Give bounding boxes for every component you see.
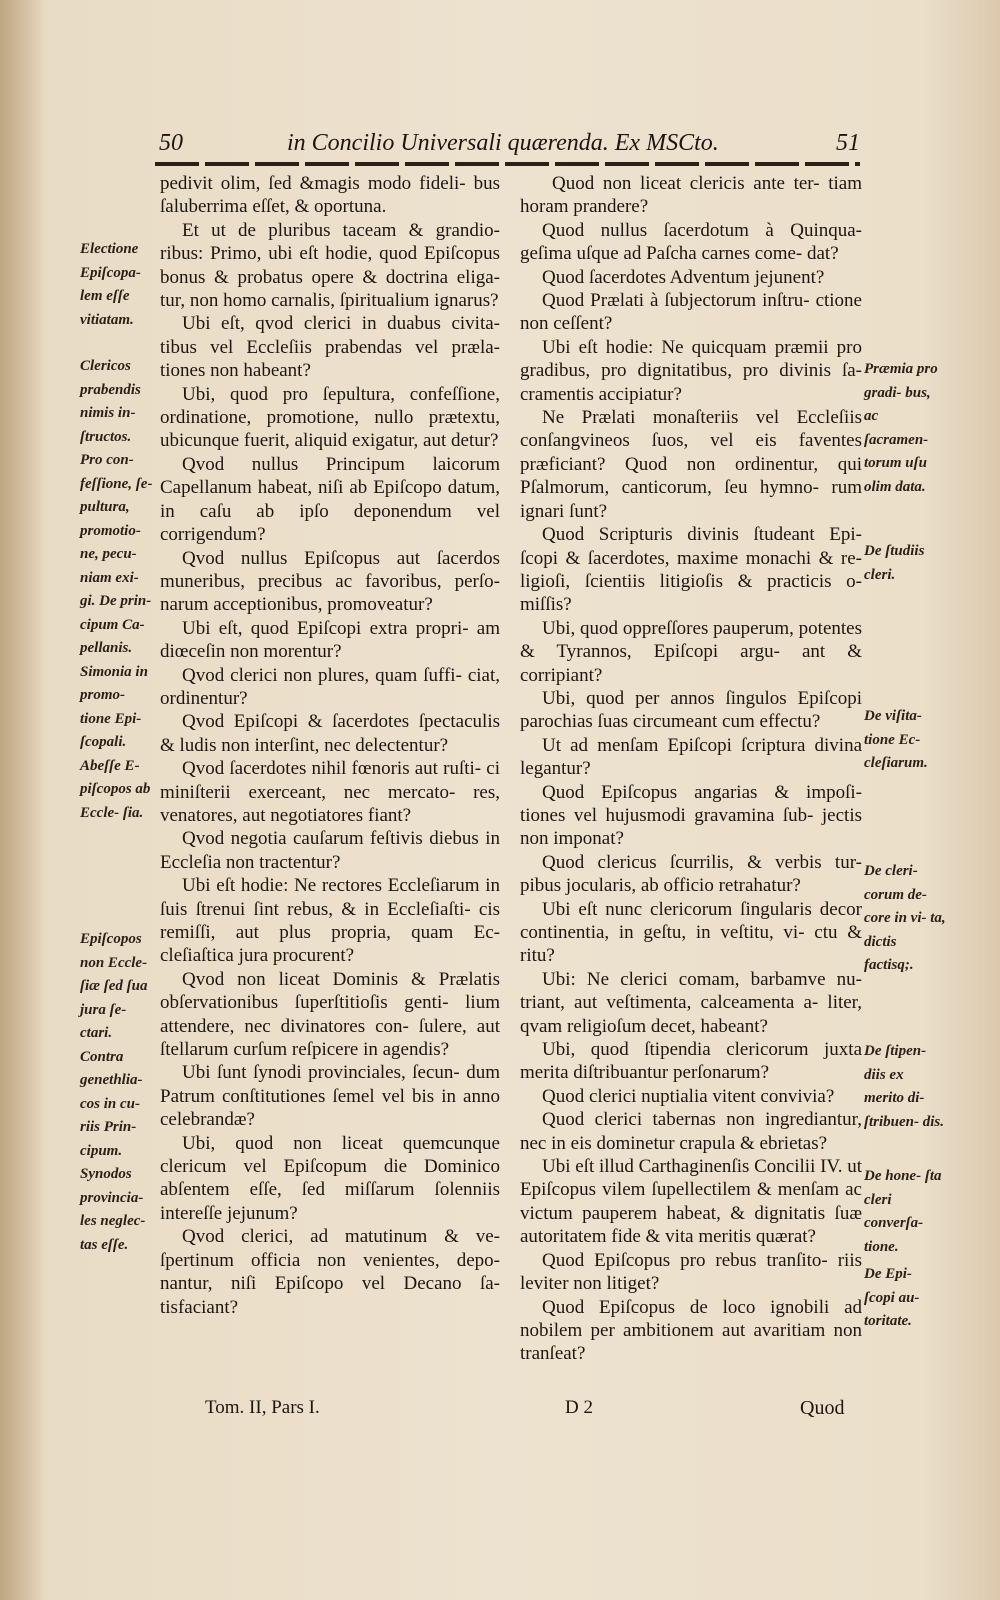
running-header <box>155 130 860 160</box>
paragraph: Et ut de pluribus taceam & grandio- ribus: Primo, ubi eſt hodie, quod Epiſcopus bonus & probatus opere & doctrina eliga- tur, non homo carnalis, ſpiritualium ignarus? <box>160 219 500 312</box>
paragraph: Ubi, quod ſtipendia clericorum juxta merita diſtribuantur perſonarum? <box>520 1039 862 1084</box>
margin-gloss: Epiſcopos non Eccle- ſiæ ſed ſua jura ſe- ctari. Contra genethlia- cos in cu- riis Prin- cipum. Synodos provincia- les neglec- tas eſſe. <box>80 931 148 1253</box>
margin-gloss: De cleri- corum de- core in vi- ta, dictis factisq;. <box>864 863 946 973</box>
paragraph: Ut ad menſam Epiſcopi ſcriptura divina legantur? <box>520 734 862 780</box>
margin-gloss: De Epi- ſcopi au- toritate. <box>864 1266 920 1329</box>
running-title: in Concilio Universali quærenda. Ex MSCto. <box>287 130 719 156</box>
paragraph: Ubi, quod per annos ſingulos Epiſcopi parochias ſuas circumeant cum effectu? <box>520 687 862 733</box>
paragraph: Quod Prælati à ſubjectorum inſtru- ctione non ceſſent? <box>520 290 862 335</box>
paragraph: Ubi eſt, qvod clerici in duabus civita- tibus vel Eccleſiis prabendas vel præla- tiones non habeant? <box>160 313 500 382</box>
page-number-left: 50 <box>159 130 183 156</box>
signature-mark: Tom. II, Pars I. <box>205 1397 320 1418</box>
paragraph: Quod nullus ſacerdotum à Quinqua- geſima uſque ad Paſcha carnes come- dat? <box>520 219 862 265</box>
paragraph: Qvod nullus Principum laicorum Capellanum habeat, niſi ab Epiſcopo datum, in caſu ab ipſo deponendum vel corrigendum? <box>160 453 500 546</box>
paragraph: Qvod ſacerdotes nihil fœnoris aut ruſti- ci miniſterii exerceant, nec mercato- res, venatores, aut negotiatores fiant? <box>160 758 500 826</box>
margin-gloss: De ſtudiis cleri. <box>864 543 925 583</box>
paragraph: Qvod negotia cauſarum feſtivis diebus in Eccleſia non tractentur? <box>160 828 500 873</box>
paragraph: Quod clerici tabernas non ingrediantur, nec in eis dominetur crapula & ebrietas? <box>520 1109 862 1154</box>
page-mark: D 2 <box>565 1397 593 1418</box>
catchword: Quod <box>800 1397 845 1419</box>
paragraph: Quod ſacerdotes Adventum jejunent? <box>542 266 825 288</box>
paragraph: Ne Prælati monaſteriis vel Eccleſiis conſangvineos ſuos, vel eis faventes præficiant? Quod non ordinentur, qui Pſalmorum, canticorum, ſeu hymno- rum ignari ſunt? <box>520 407 862 522</box>
paragraph: Ubi eſt nunc clericorum ſingularis decor continentia, in geſtu, in veſtitu, vi- ctu & ritu? <box>520 898 862 967</box>
paragraph: Quod Scripturis divinis ſtudeant Epi- ſcopi & ſacerdotes, maxime monachi & re- ligioſi, ſcientiis litigioſis & practicis o- miſſis? <box>520 524 862 616</box>
margin-gloss: De ſtipen- diis ex merito di- ſtribuen- dis. <box>864 1043 945 1130</box>
paragraph: Quod Epiſcopus angarias & impoſi- tiones vel hujusmodi gravamina ſub- jectis non imponat? <box>520 781 862 850</box>
paragraph: Ubi eſt hodie: Ne quicquam præmii pro gradibus, pro dignitatibus, pro divinis ſa- cramentis accipiatur? <box>520 336 862 405</box>
paragraph: Quod Epiſcopus de loco ignobili ad nobilem per ambitionem aut avaritiam non tranſeat? <box>520 1296 862 1365</box>
gutter-shadow <box>0 0 45 1600</box>
paragraph: Ubi eſt illud Carthaginenſis Concilii IV. ut Epiſcopus vilem ſupellectilem & menſam ac victum pauperem habeat, & dignitatis ſuæ autoritatem fide & vita meritis quærat? <box>520 1156 862 1248</box>
paragraph: Quod Epiſcopus pro rebus tranſito- riis leviter non litiget? <box>520 1249 862 1295</box>
paragraph: Ubi, quod pro ſepultura, confeſſione, ordinatione, promotione, nullo prætextu, ubicunque fuerit, aliquid exigatur, aut detur? <box>160 383 500 452</box>
paragraph: Qvod clerici non plures, quam ſuffi- ciat, ordinentur? <box>160 664 500 709</box>
paragraph: Quod clericus ſcurrilis, & verbis tur- pibus jocularis, ab officio retrahatur? <box>520 851 862 897</box>
paragraph: Qvod non liceat Dominis & Prælatis obſervationibus ſuperſtitioſis genti- lium attendere, nec divinatores con- ſulere, aut ſtellarum curſum reſpicere in agendis? <box>160 968 500 1061</box>
paragraph: Ubi ſunt ſynodi provinciales, ſecun- dum Patrum conſtitutiones ſemel vel bis in anno celebrandæ? <box>160 1062 500 1131</box>
right-column <box>520 172 862 1366</box>
margin-gloss: De hone- ſta cleri converſa- tione. <box>864 1168 942 1255</box>
paragraph: Quod non liceat clericis ante ter- tiam horam prandere? <box>520 173 862 218</box>
margin-gloss: De viſita- tione Ec- cleſiarum. <box>864 708 928 771</box>
margin-gloss: Clericos prabendis nimis in- ſtructos. Pro con- feſſione, ſe- pultura, promotio- ne, pecu- niam exi- gi. De prin- cipum Ca- pellanis. Simonia in promo- tione Epi- ſcopali. Abeſſe E- piſcopos ab Eccle- ſia. <box>80 358 153 821</box>
paragraph: Quod clerici nuptialia vitent convivia? <box>542 1085 835 1107</box>
paragraph: Ubi, quod non liceat quemcunque clericum vel Epiſcopum die Dominico abſentem eſſe, ſed miſſarum ſolenniis intereſſe jejunum? <box>160 1132 500 1224</box>
paragraph: Qvod Epiſcopi & ſacerdotes ſpectaculis & ludis non interſint, nec delectentur? <box>160 711 500 756</box>
header-rule <box>155 162 860 166</box>
paragraph: Ubi, quod oppreſſores pauperum, potentes & Tyrannos, Epiſcopi argu- ant & corripiant? <box>520 617 862 686</box>
paragraph: Qvod nullus Epiſcopus aut ſacerdos muneribus, precibus ac favoribus, perſo- narum acceptionibus, promoveatur? <box>160 547 500 616</box>
margin-gloss: Præmia pro gradi- bus, ac ſacramen- torum uſu olim data. <box>864 361 938 495</box>
paragraph: Ubi eſt hodie: Ne rectores Eccleſiarum in ſuis ſtrenui ſint rebus, & in Eccleſiaſti- cis remiſſi, aut plus propria, quam Ec- cleſiaſtica jura procurent? <box>160 875 500 967</box>
left-column <box>160 172 500 1319</box>
page-number-right: 51 <box>836 130 860 156</box>
margin-gloss: Electione Epiſcopa- lem eſſe vitiatam. <box>80 241 141 328</box>
paragraph: Qvod clerici, ad matutinum & ve- ſpertinum officia non venientes, depo- nantur, niſi Epiſcopo vel Decano ſa- tisfaciant? <box>160 1226 500 1318</box>
paragraph: pedivit olim, ſed &magis modo fideli- bus ſaluberrima eſſet, & oportuna. <box>160 173 500 218</box>
paragraph: Ubi eſt, quod Epiſcopi extra propri- am diœceſin non morentur? <box>160 617 500 663</box>
paragraph: Ubi: Ne clerici comam, barbamve nu- triant, aut veſtimenta, calceamenta a- liter, qvam religioſum decet, habeant? <box>520 968 862 1037</box>
